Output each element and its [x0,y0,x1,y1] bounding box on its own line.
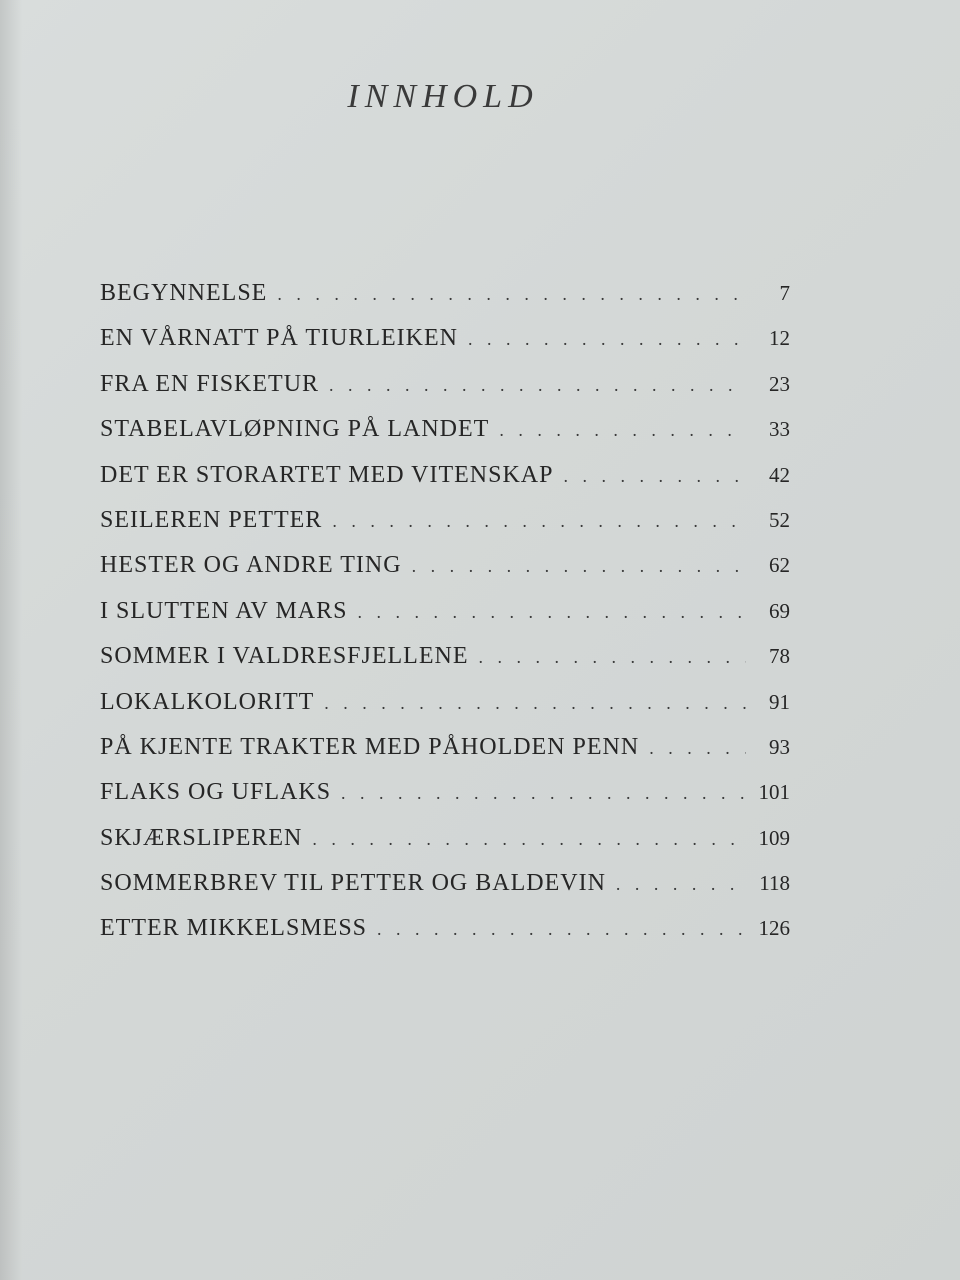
toc-entry [100,507,790,552]
toc-entry-page-number: 23 [769,371,790,396]
toc-leader-dots [357,602,746,623]
toc-leader-dots [324,693,746,714]
toc-entry-title: FRA EN FISKETUR [100,370,320,397]
toc-entry-title: ETTER MIKKELSMESS [100,915,368,942]
toc-entry-page-number: 126 [758,916,790,941]
toc-entry-page-number: 109 [758,825,790,850]
toc-entry [100,462,790,507]
toc-leader-dots [499,420,746,441]
toc-entry-title: LOKALKOLORITT [100,688,315,715]
toc-entry-page-number: 12 [769,326,790,351]
toc-entry-page-number: 42 [769,462,790,487]
toc-entry [100,643,790,688]
toc-entry-page-number: 118 [759,871,790,896]
toc-leader-dots [312,829,746,850]
toc-entry-title: SOMMER I VALDRESFJELLENE [100,643,469,670]
toc-entry [100,734,790,779]
toc-entry-page-number: 91 [769,689,790,714]
toc-entry-page-number: 62 [769,553,790,578]
toc-leader-dots [649,738,746,759]
toc-leader-dots [341,783,746,804]
page-title: INNHOLD [347,78,539,115]
toc-leader-dots [377,919,746,940]
toc-entry-title: I SLUTTEN AV MARS [100,597,348,624]
toc-leader-dots [329,375,746,396]
toc-entry-title: STABELAVLØPNING PÅ LANDET [100,416,490,443]
toc-entry-title: EN VÅRNATT PÅ TIURLEIKEN [100,325,458,352]
toc-entry-title: SOMMERBREV TIL PETTER OG BALDEVIN [100,870,606,897]
toc-entry [100,825,790,870]
toc-entry [100,552,790,597]
toc-leader-dots [478,647,746,668]
toc-entry-title: SKJÆRSLIPEREN [100,824,303,851]
toc-entry-page-number: 69 [769,598,790,623]
toc-entry [100,416,790,461]
toc-entry [100,371,790,416]
toc-entry [100,689,790,734]
toc-entry [100,598,790,643]
toc-entry-title: FLAKS OG UFLAKS [100,779,332,806]
page-gutter-shadow [0,0,22,1280]
toc-entry-page-number: 101 [758,780,790,805]
toc-entry [100,870,790,915]
toc-entry-title: SEILEREN PETTER [100,506,323,533]
table-of-contents [100,280,790,961]
toc-entry-page-number: 52 [769,507,790,532]
toc-leader-dots [277,284,746,305]
toc-entry-page-number: 33 [769,417,790,442]
toc-leader-dots [468,329,746,350]
toc-entry-page-number: 78 [769,644,790,669]
toc-leader-dots [616,874,746,895]
toc-entry [100,325,790,370]
toc-leader-dots [332,511,746,532]
toc-entry-title: PÅ KJENTE TRAKTER MED PÅHOLDEN PENN [100,733,640,760]
toc-entry-title: HESTER OG ANDRE TING [100,552,402,579]
toc-entry-page-number: 7 [779,281,790,305]
toc-entry [100,779,790,824]
toc-entry-title: BEGYNNELSE [100,280,268,306]
toc-entry-page-number: 93 [769,734,790,759]
toc-entry [100,280,790,325]
toc-leader-dots [412,556,746,577]
toc-leader-dots [563,466,746,487]
toc-entry [100,915,790,960]
toc-entry-title: DET ER STORARTET MED VITENSKAP [100,461,554,488]
